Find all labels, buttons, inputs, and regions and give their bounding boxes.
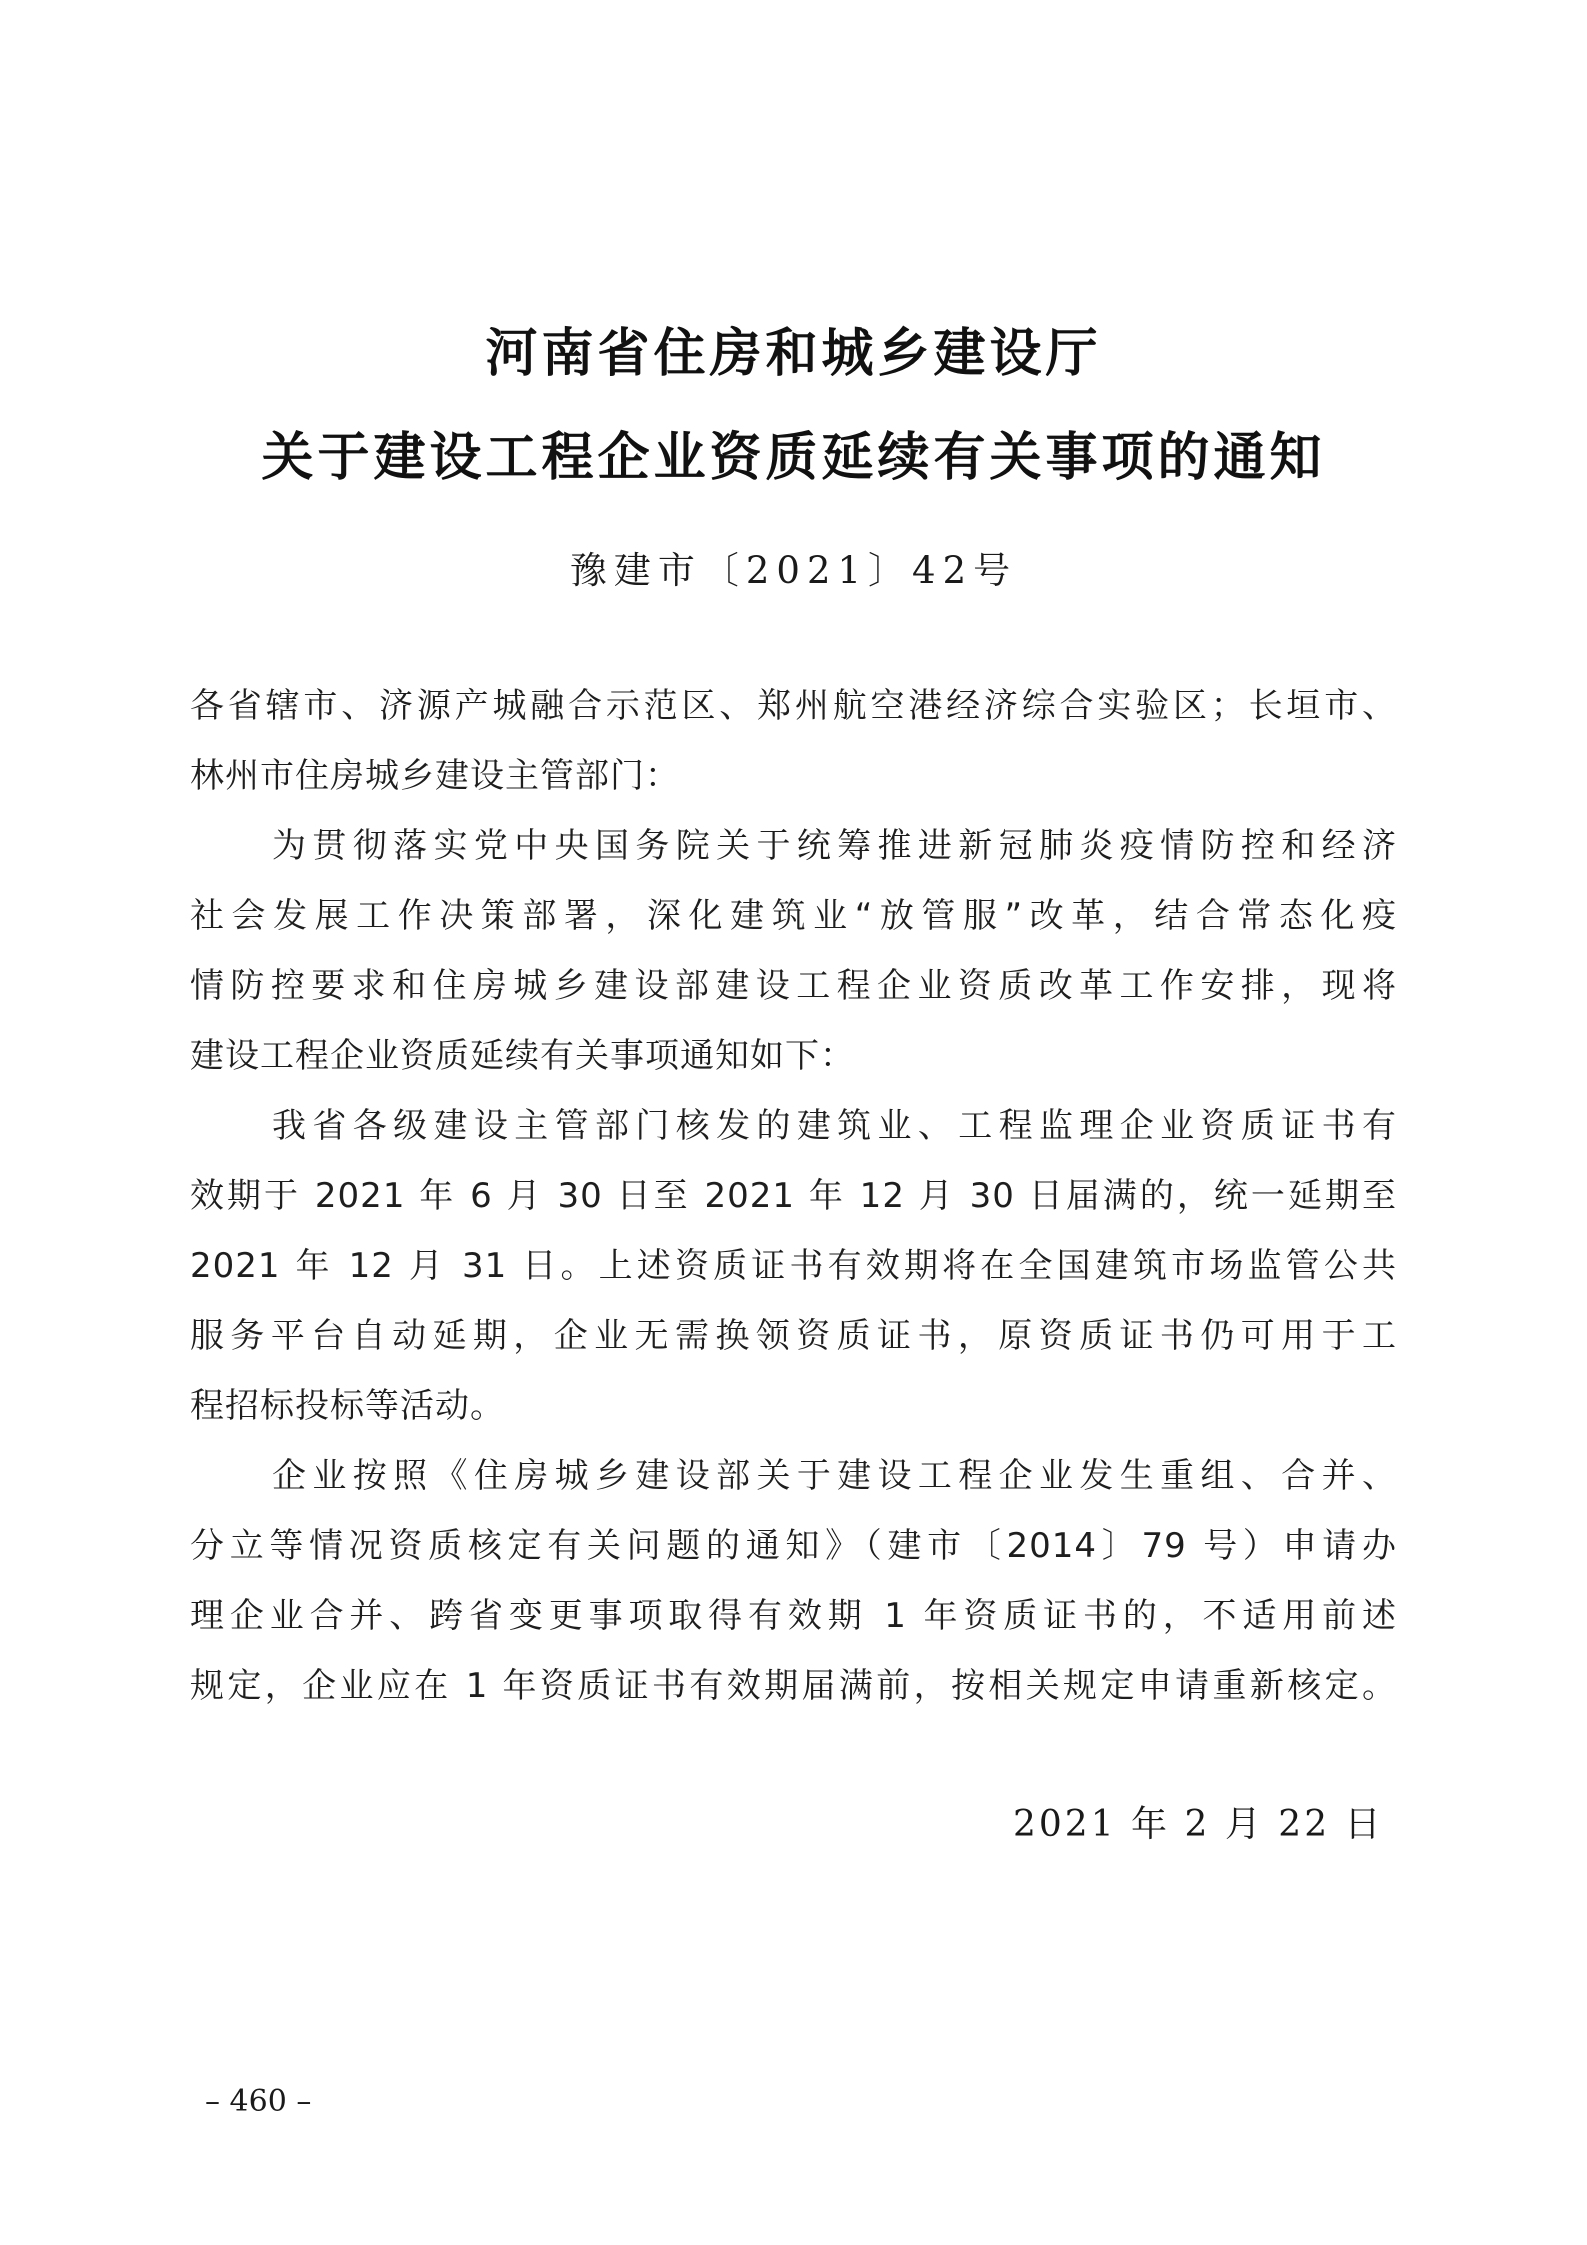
paragraph-3-line: 企业按照《住房城乡建设部关于建设工程企业发生重组、合并、 xyxy=(272,1456,1397,1496)
paragraph-1-line: 社会发展工作决策部署，深化建筑业“放管服”改革，结合常态化疫 xyxy=(190,896,1397,936)
paragraph-2-line: 效期于 2021 年 6 月 30 日至 2021 年 12 月 30 日届满的，统一延期至 xyxy=(190,1176,1397,1216)
paragraph-3-line: 规定，企业应在 1 年资质证书有效期届满前，按相关规定申请重新核定。 xyxy=(190,1666,1397,1706)
paragraph-3-line: 理企业合并、跨省变更事项取得有效期 1 年资质证书的，不适用前述 xyxy=(190,1596,1397,1636)
document-body xyxy=(190,680,1397,1730)
document-number: 豫建市〔2021〕42号 xyxy=(569,549,1018,592)
paragraph-2-line: 2021 年 12 月 31 日。上述资质证书有效期将在全国建筑市场监管公共 xyxy=(190,1246,1397,1286)
paragraph-2-line: 我省各级建设主管部门核发的建筑业、工程监理企业资质证书有 xyxy=(272,1106,1397,1146)
document-title-issuer: 河南省住房和城乡建设厅 xyxy=(485,323,1102,384)
issue-date: 2021 年 2 月 22 日 xyxy=(1013,1804,1384,1845)
paragraph-1-line: 建设工程企业资质延续有关事项通知如下： xyxy=(190,1036,855,1076)
paragraph-2-line: 服务平台自动延期，企业无需换领资质证书，原资质证书仍可用于工 xyxy=(190,1316,1397,1356)
paragraph-1-line: 情防控要求和住房城乡建设部建设工程企业资质改革工作安排，现将 xyxy=(190,966,1397,1006)
addressee-line: 各省辖市、济源产城融合示范区、郑州航空港经济综合实验区；长垣市、 xyxy=(190,686,1397,726)
document-title-subject: 关于建设工程企业资质延续有关事项的通知 xyxy=(261,427,1326,488)
paragraph-1-line: 为贯彻落实党中央国务院关于统筹推进新冠肺炎疫情防控和经济 xyxy=(272,826,1397,866)
paragraph-3-line: 分立等情况资质核定有关问题的通知》（建市〔2014〕79 号）申请办 xyxy=(190,1526,1397,1566)
page-number: – 460 – xyxy=(205,2084,312,2119)
paragraph-2-line: 程招标投标等活动。 xyxy=(190,1386,505,1426)
addressee-line: 林州市住房城乡建设主管部门： xyxy=(190,756,680,796)
